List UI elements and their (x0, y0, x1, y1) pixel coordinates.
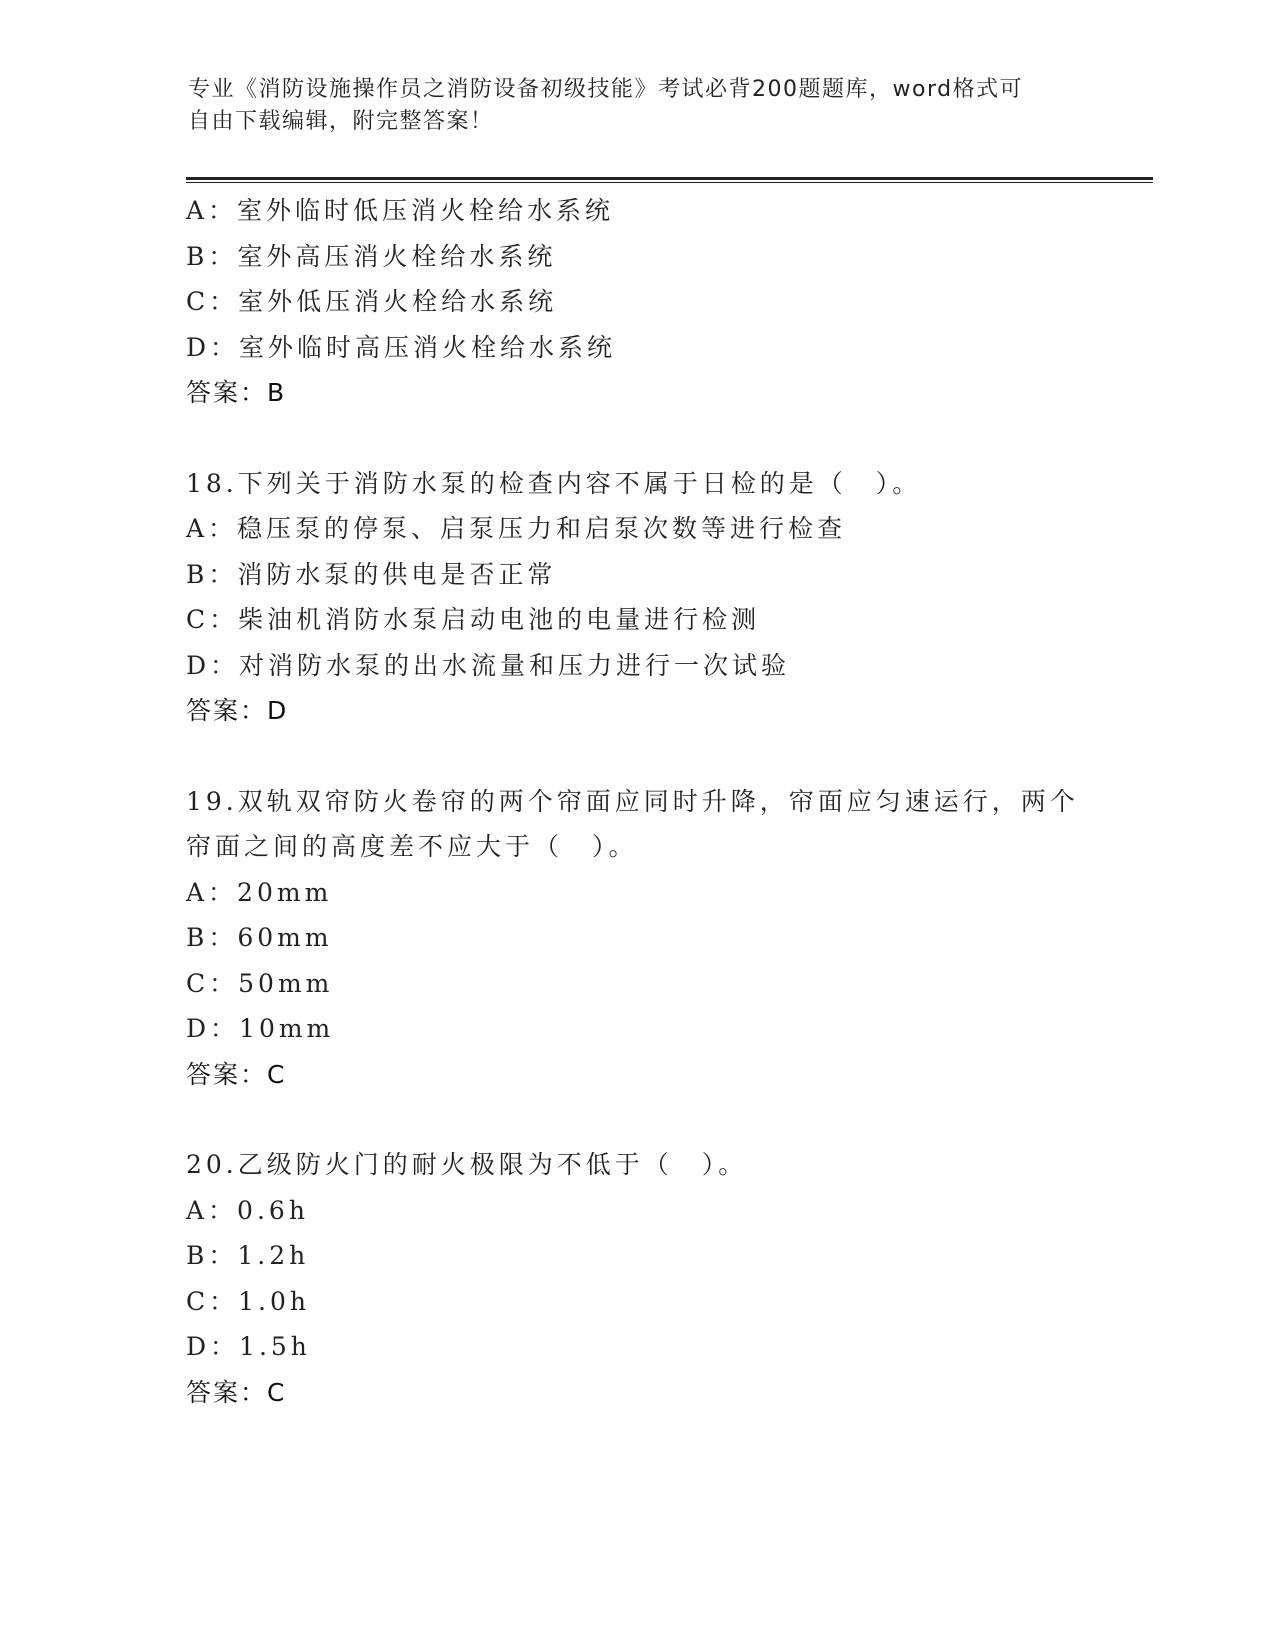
question-text: 20.乙级防火门的耐火极限为不低于（ ）。 (186, 1150, 748, 1179)
option-b: B：60mm (186, 923, 333, 952)
header-line-1: 专业《消防设施操作员之消防设备初级技能》考试必背200题题库，word格式可 (188, 77, 1024, 102)
header-divider-thick (186, 177, 1153, 180)
option-b: B：消防水泵的供电是否正常 (186, 559, 557, 589)
option-a: A：20mm (186, 877, 333, 907)
question-17 (186, 188, 1146, 416)
answer-line: 答案：C (186, 1059, 287, 1089)
option-a: A：0.6h (186, 1195, 309, 1225)
question-list (186, 188, 1146, 1415)
option-d: D：10mm (186, 1014, 335, 1043)
question-19 (186, 779, 1146, 1098)
question-text-line-2: 帘面之间的高度差不应大于（ ）。 (186, 832, 638, 861)
option-b: B：1.2h (186, 1241, 310, 1270)
option-c: C：柴油机消防水泵启动电池的电量进行检测 (186, 605, 761, 634)
spacer (186, 734, 1146, 779)
option-b: B：室外高压消火栓给水系统 (186, 241, 557, 271)
option-d: D：1.5h (186, 1332, 311, 1361)
question-20 (186, 1142, 1146, 1415)
option-a: A：稳压泵的停泵、启泵压力和启泵次数等进行检查 (186, 514, 847, 543)
answer-line: 答案：B (186, 378, 287, 407)
answer-line: 答案：C (186, 1377, 287, 1407)
option-a: A：室外临时低压消火栓给水系统 (186, 196, 615, 225)
question-text-line-1: 19.双轨双帘防火卷帘的两个帘面应同时升降，帘面应匀速运行，两个 (186, 786, 1079, 816)
document-header (188, 74, 1088, 138)
question-text: 18.下列关于消防水泵的检查内容不属于日检的是（ ）。 (186, 468, 922, 498)
answer-line: 答案：D (186, 696, 289, 725)
question-18 (186, 461, 1146, 734)
option-c: C：1.0h (186, 1286, 310, 1316)
option-c: C：室外低压消火栓给水系统 (186, 287, 558, 316)
spacer (186, 1097, 1146, 1142)
spacer (186, 416, 1146, 461)
header-divider-thin (186, 182, 1153, 183)
header-line-2: 自由下载编辑，附完整答案！ (188, 109, 494, 134)
option-d: D：对消防水泵的出水流量和压力进行一次试验 (186, 650, 791, 680)
option-c: C：50mm (186, 968, 334, 998)
option-d: D：室外临时高压消火栓给水系统 (186, 332, 617, 362)
